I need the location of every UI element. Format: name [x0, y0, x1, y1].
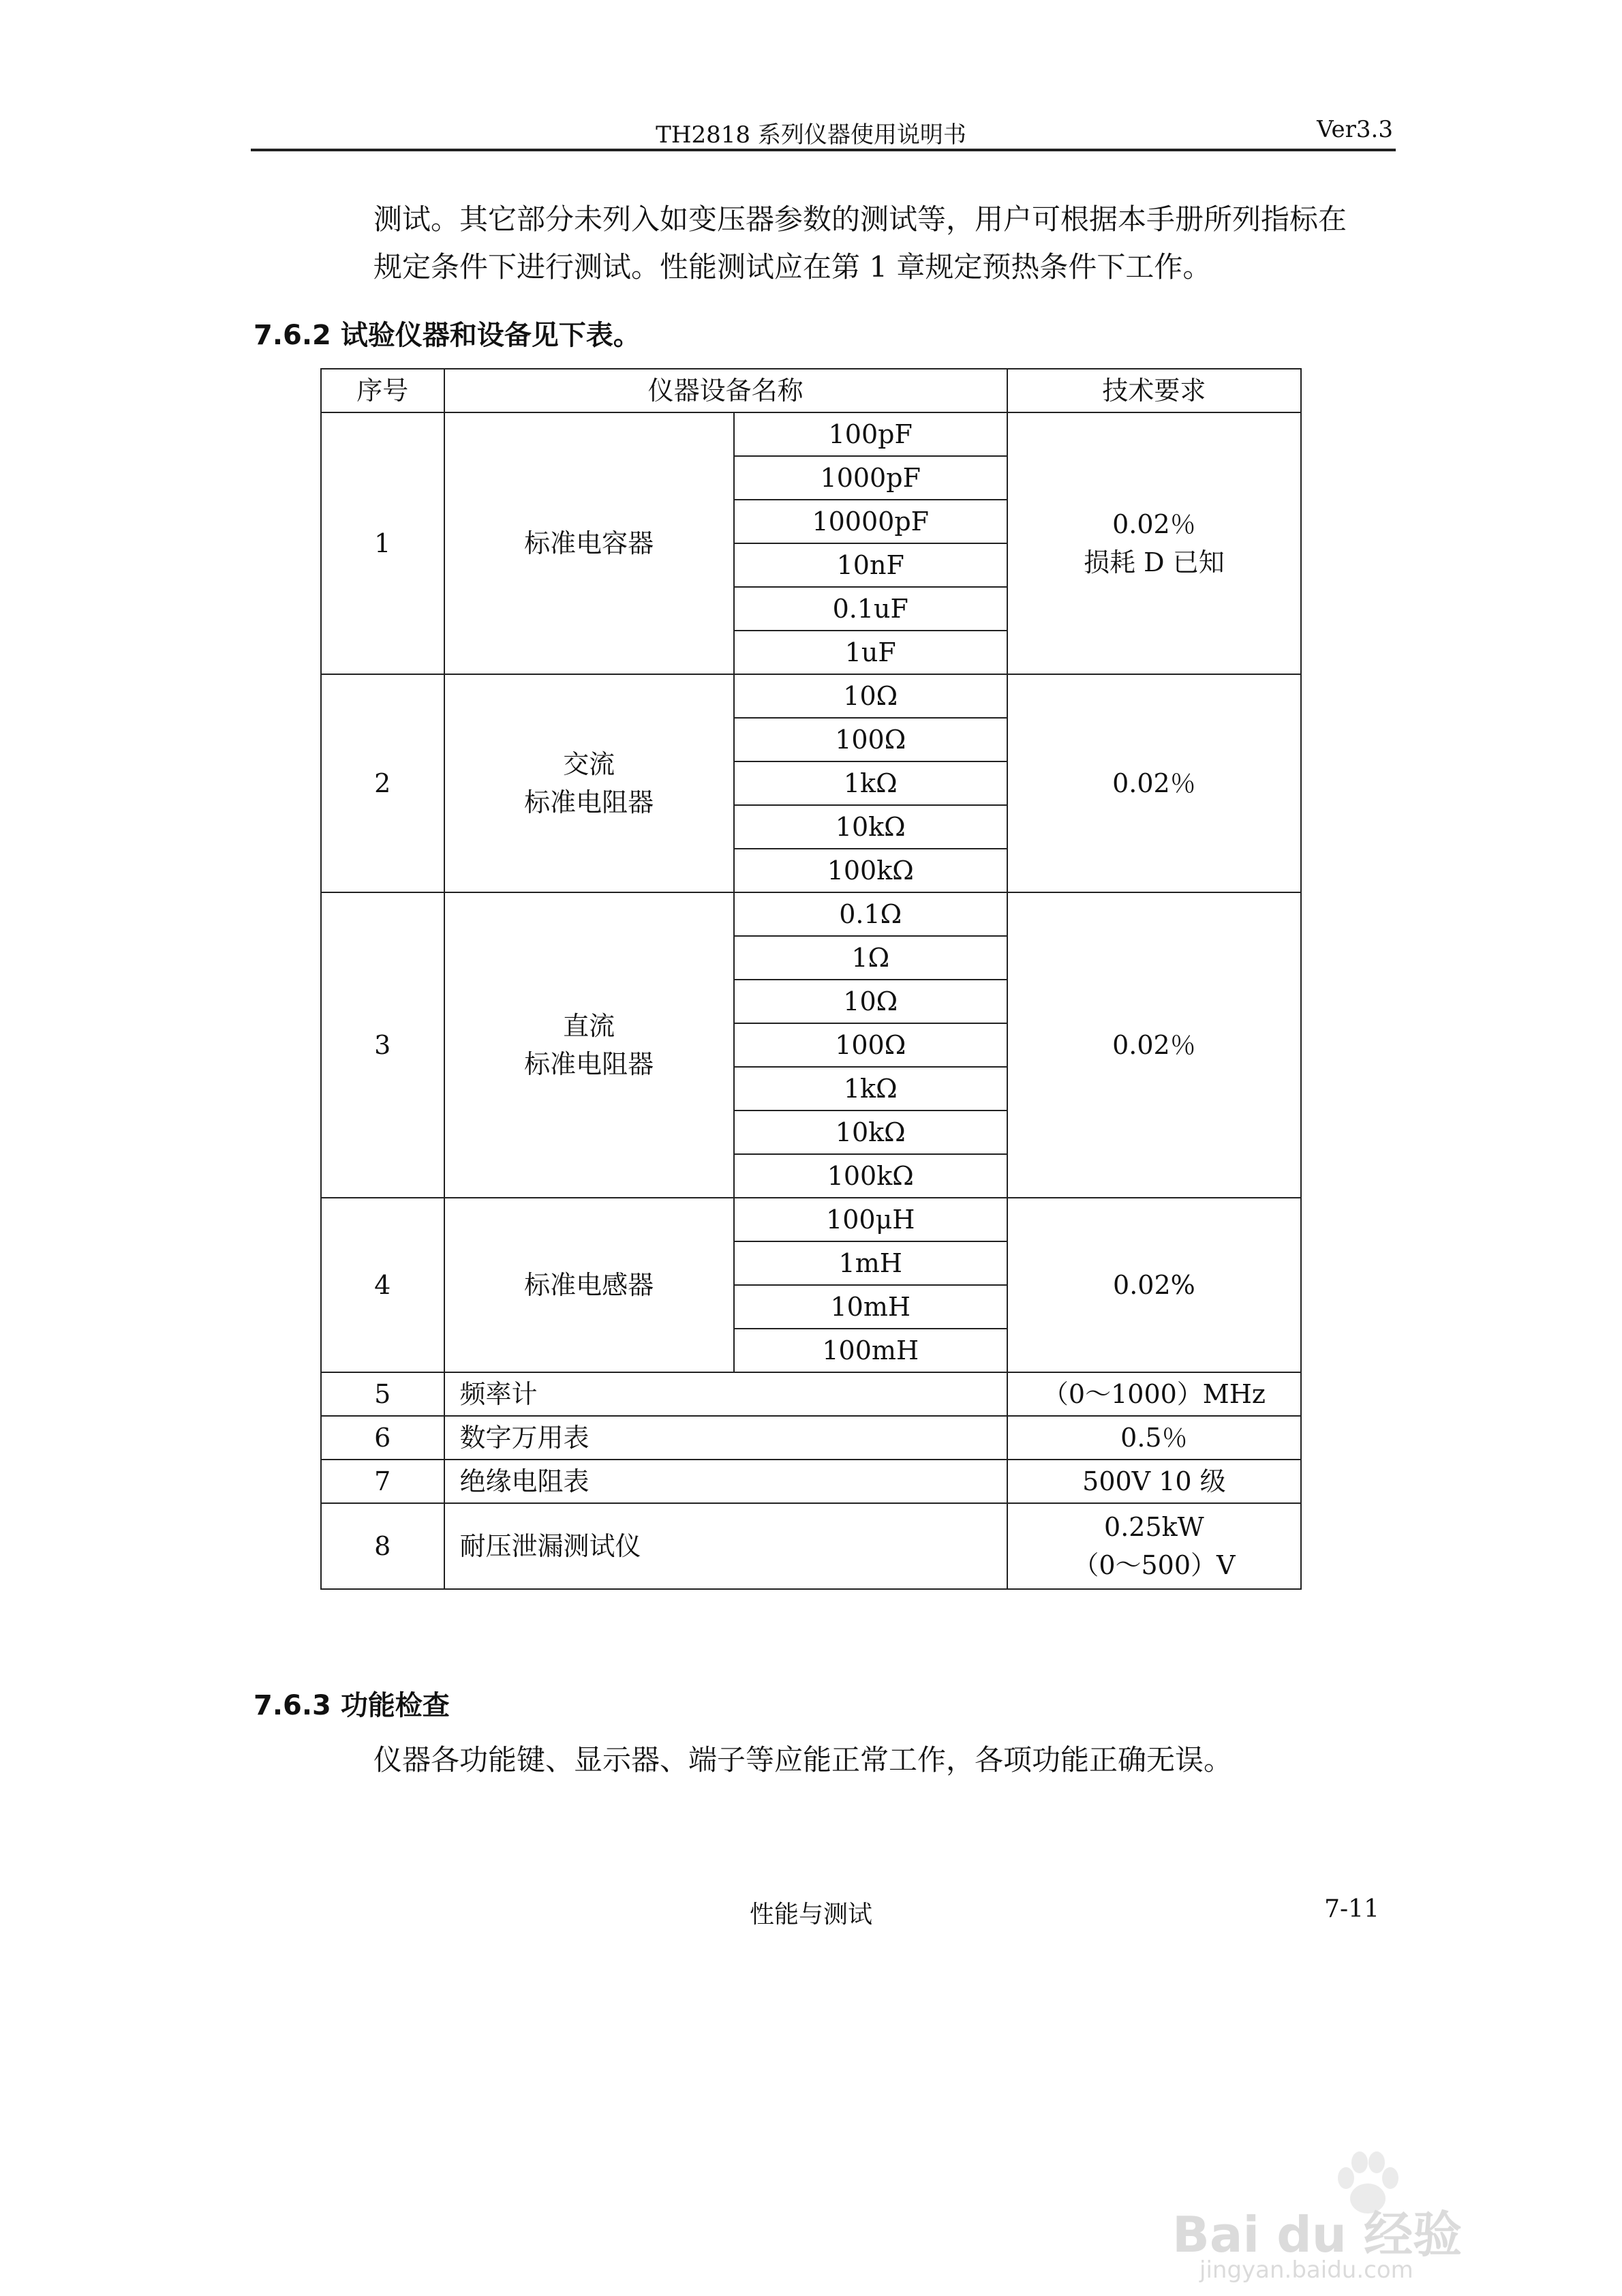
equipment-value: 100pF — [734, 412, 1007, 456]
equipment-name: 标准电阻器 — [524, 787, 654, 817]
table-row — [321, 1503, 1301, 1589]
section-body-7-6-3: 仪器各功能键、显示器、端子等应能正常工作，各项功能正确无误。 — [373, 1743, 1233, 1777]
equipment-value: 10Ω — [734, 980, 1007, 1023]
table-row — [321, 1416, 1301, 1460]
row-number: 5 — [321, 1372, 444, 1416]
section-heading-7-6-3: 7.6.3 功能检查 — [254, 1690, 450, 1721]
equipment-table — [320, 368, 1302, 1590]
equipment-value: 1mH — [734, 1241, 1007, 1285]
equipment-value: 0.1Ω — [734, 892, 1007, 936]
requirement-text: （0～500）V — [1073, 1550, 1236, 1580]
page-number: 7-11 — [1324, 1895, 1379, 1923]
header-cell-no: 序号 — [321, 369, 444, 412]
equipment-name: 交流 — [563, 749, 615, 779]
running-header-title: TH2818 系列仪器使用说明书 — [656, 121, 966, 149]
row-number: 1 — [321, 412, 444, 674]
equipment-value: 1kΩ — [734, 761, 1007, 805]
equipment-value: 0.1uF — [734, 587, 1007, 631]
row-number: 4 — [321, 1198, 444, 1372]
table-row — [321, 892, 1301, 936]
requirement-text: 500V 10 级 — [1007, 1460, 1301, 1503]
header-cell-name: 仪器设备名称 — [444, 369, 1007, 412]
table-row — [321, 1460, 1301, 1503]
intro-line-2: 规定条件下进行测试。性能测试应在第 1 章规定预热条件下工作。 — [373, 250, 1212, 284]
equipment-value: 100kΩ — [734, 1154, 1007, 1198]
row-number: 7 — [321, 1460, 444, 1503]
equipment-value: 100Ω — [734, 1023, 1007, 1067]
requirement-text: 损耗 D 已知 — [1084, 547, 1225, 577]
equipment-value: 1uF — [734, 631, 1007, 674]
table-row — [321, 674, 1301, 718]
row-number: 6 — [321, 1416, 444, 1460]
equipment-name: 标准电感器 — [444, 1198, 734, 1372]
requirement-text: 0.02％ — [1007, 674, 1301, 892]
equipment-value: 10nF — [734, 543, 1007, 587]
running-header-version: Ver3.3 — [1317, 116, 1393, 143]
table-row — [321, 1372, 1301, 1416]
requirement-text: 0.25kW — [1104, 1512, 1204, 1542]
equipment-value: 1Ω — [734, 936, 1007, 980]
table-row — [321, 412, 1301, 456]
requirement-cell — [1007, 1503, 1301, 1589]
equipment-name: 标准电容器 — [444, 412, 734, 674]
table-row — [321, 1198, 1301, 1241]
equipment-name-cell — [444, 892, 734, 1198]
table-header-row — [321, 369, 1301, 412]
equipment-name: 数字万用表 — [444, 1416, 1007, 1460]
equipment-name: 绝缘电阻表 — [444, 1460, 1007, 1503]
equipment-value: 100μH — [734, 1198, 1007, 1241]
header-cell-req: 技术要求 — [1007, 369, 1301, 412]
equipment-value: 100kΩ — [734, 849, 1007, 892]
equipment-value: 10kΩ — [734, 1111, 1007, 1154]
equipment-value: 10Ω — [734, 674, 1007, 718]
watermark-brand: Bai du 经验 — [1172, 2206, 1463, 2263]
equipment-value: 10mH — [734, 1285, 1007, 1329]
section-heading-7-6-2: 7.6.2 试验仪器和设备见下表。 — [254, 320, 641, 351]
equipment-value: 10kΩ — [734, 805, 1007, 849]
equipment-name: 标准电阻器 — [524, 1049, 654, 1079]
equipment-name: 直流 — [563, 1011, 615, 1041]
baidu-watermark — [1172, 2147, 1527, 2284]
equipment-value: 100mH — [734, 1329, 1007, 1372]
equipment-value: 1000pF — [734, 456, 1007, 500]
equipment-value: 1kΩ — [734, 1067, 1007, 1111]
row-number: 2 — [321, 674, 444, 892]
requirement-text: 0.02％ — [1007, 892, 1301, 1198]
watermark-url: jingyan.baidu.com — [1199, 2256, 1413, 2284]
equipment-name: 频率计 — [444, 1372, 1007, 1416]
intro-line-1: 测试。其它部分未列入如变压器参数的测试等，用户可根据本手册所列指标在 — [373, 202, 1347, 236]
requirement-text: （0～1000）MHz — [1007, 1372, 1301, 1416]
requirement-text: 0.5％ — [1007, 1416, 1301, 1460]
row-number: 8 — [321, 1503, 444, 1589]
requirement-text: 0.02% — [1007, 1198, 1301, 1372]
equipment-name: 耐压泄漏测试仪 — [444, 1503, 1007, 1589]
requirement-cell — [1007, 412, 1301, 674]
equipment-value: 10000pF — [734, 500, 1007, 543]
equipment-name-cell — [444, 674, 734, 892]
row-number: 3 — [321, 892, 444, 1198]
equipment-value: 100Ω — [734, 718, 1007, 761]
header-rule — [251, 149, 1396, 151]
running-footer-title: 性能与测试 — [750, 1901, 873, 1929]
requirement-text: 0.02％ — [1112, 509, 1196, 539]
